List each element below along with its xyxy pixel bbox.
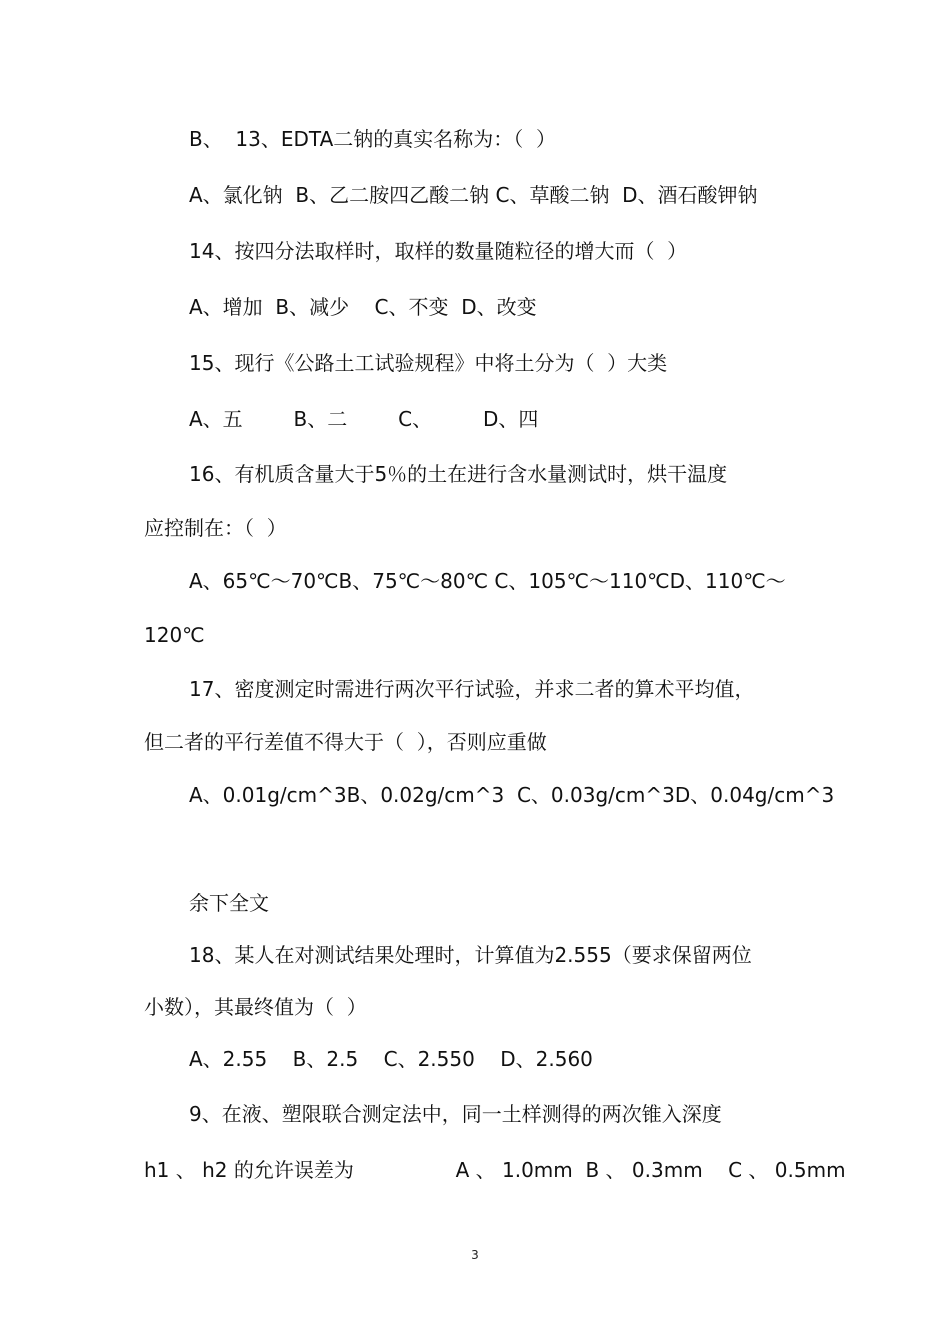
text-line: 18、某人在对测试结果处理时，计算值为2.555（要求保留两位 bbox=[189, 943, 752, 967]
text-line: B、 13、EDTA二钠的真实名称为：（ ） bbox=[189, 127, 556, 151]
text-line: 9、在液、塑限联合测定法中，同一土样测得的两次锥入深度 bbox=[189, 1102, 722, 1126]
text-line: A、65℃～70℃B、75℃～80℃ C、105℃～110℃D、110℃～ bbox=[189, 569, 786, 593]
text-line: A、氯化钠 B、乙二胺四乙酸二钠 C、草酸二钠 D、酒石酸钾钠 bbox=[189, 183, 758, 207]
text-line: h1 、 h2 的允许误差为 A 、 1.0mm B 、 0.3mm C 、 0.5mm bbox=[144, 1158, 846, 1182]
text-line: 17、密度测定时需进行两次平行试验，并求二者的算术平均值， bbox=[189, 677, 755, 701]
page-number: 3 bbox=[471, 1248, 479, 1262]
text-line: A、2.55 B、2.5 C、2.550 D、2.560 bbox=[189, 1047, 593, 1071]
text-line: 余下全文 bbox=[189, 891, 269, 915]
text-line: 应控制在：（ ） bbox=[144, 516, 287, 540]
text-line: A、0.01g/cm^3B、0.02g/cm^3 C、0.03g/cm^3D、0.04g/cm^3 bbox=[189, 783, 835, 807]
text-line: 120℃ bbox=[144, 623, 205, 647]
text-line: 小数），其最终值为（ ） bbox=[144, 995, 367, 1019]
text-line: 15、现行《公路土工试验规程》中将土分为（ ）大类 bbox=[189, 351, 668, 375]
text-line: A、增加 B、减少 C、不变 D、改变 bbox=[189, 295, 537, 319]
text-line: 但二者的平行差值不得大于（ ），否则应重做 bbox=[144, 730, 547, 754]
text-line: 14、按四分法取样时，取样的数量随粒径的增大而（ ） bbox=[189, 239, 688, 263]
text-line: A、五 B、二 C、 D、四 bbox=[189, 407, 539, 431]
text-line: 16、有机质含量大于5％的土在进行含水量测试时，烘干温度 bbox=[189, 462, 728, 486]
